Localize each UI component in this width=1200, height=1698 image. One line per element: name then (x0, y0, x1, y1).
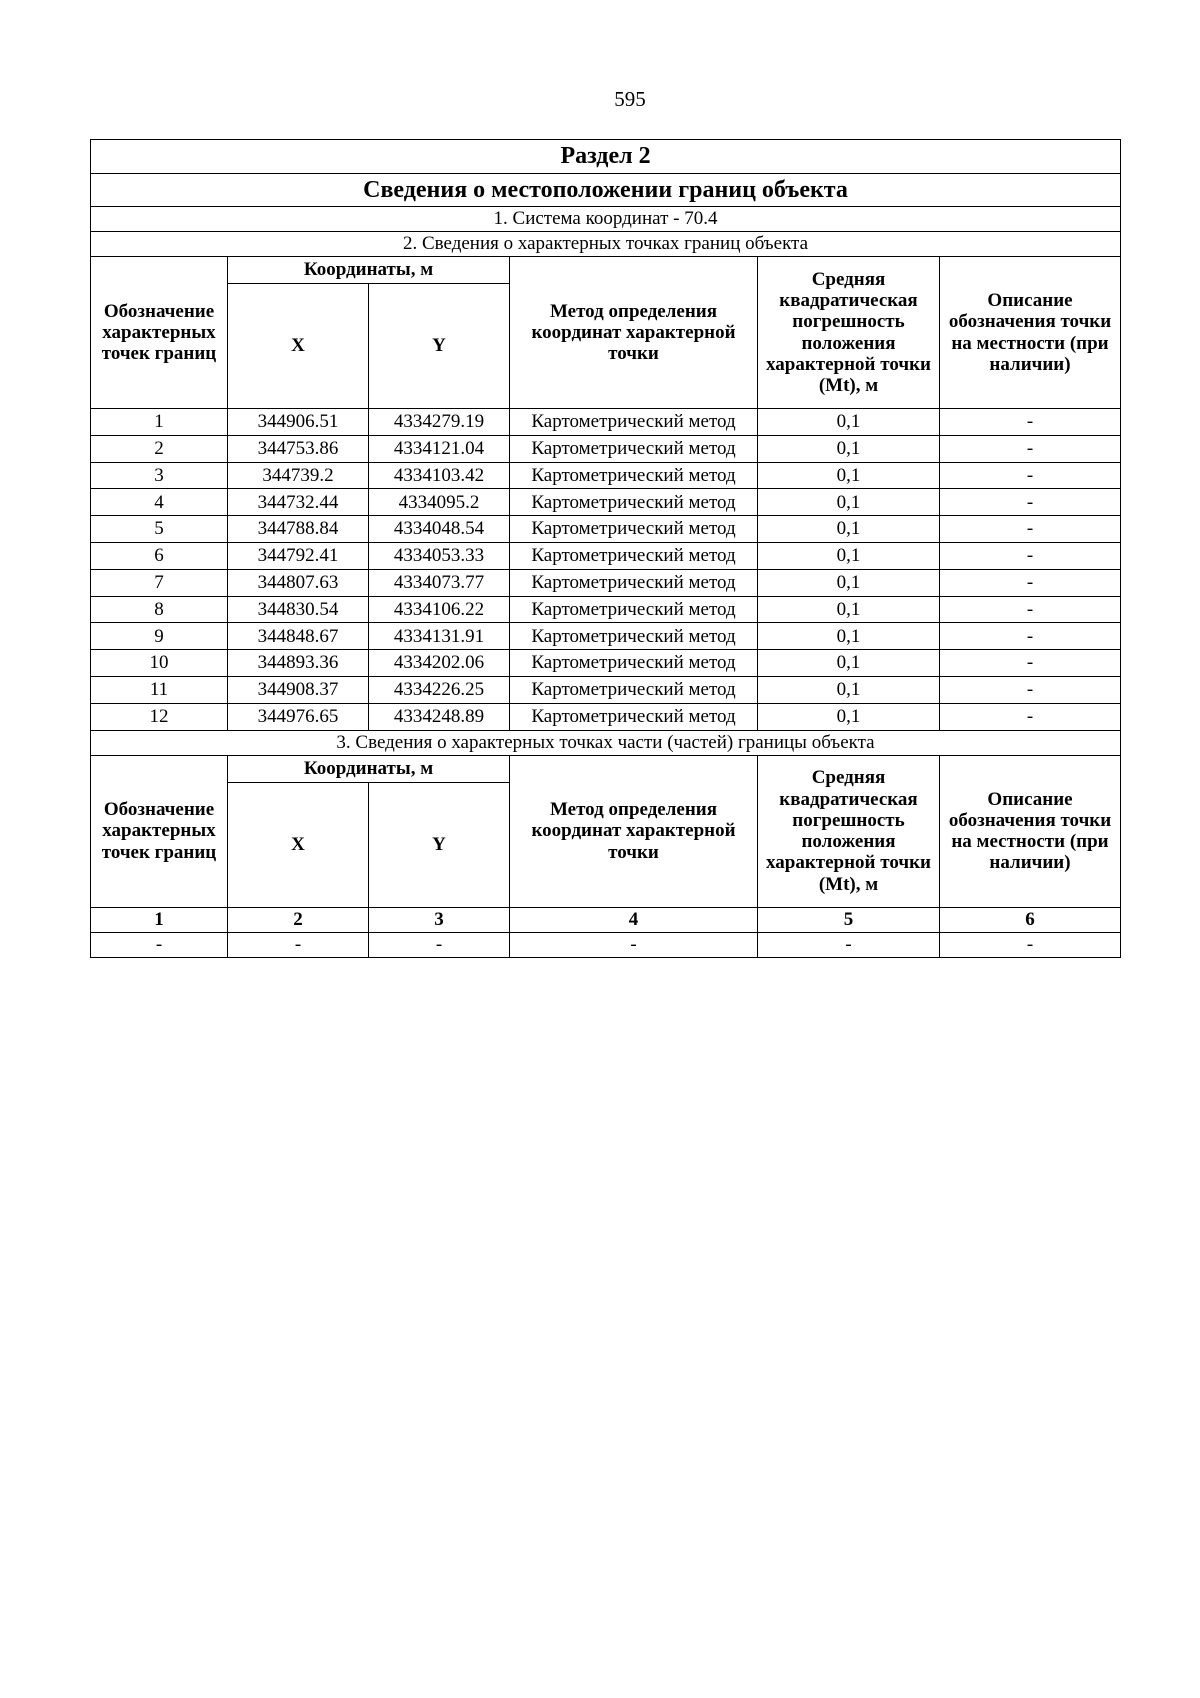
method: Картометрический метод (510, 462, 758, 489)
mean-error: 0,1 (758, 462, 940, 489)
empty-cell: - (369, 932, 510, 957)
description: - (940, 516, 1121, 543)
table-row (91, 569, 1121, 596)
column-number: 6 (940, 907, 1121, 932)
description: - (940, 542, 1121, 569)
method: Картометрический метод (510, 623, 758, 650)
description: - (940, 596, 1121, 623)
point-number: 8 (91, 596, 228, 623)
x-coordinate: 344788.84 (228, 516, 369, 543)
table-row (91, 462, 1121, 489)
method: Картометрический метод (510, 596, 758, 623)
empty-row (91, 932, 1121, 957)
header-x-2: X (228, 782, 369, 907)
point-number: 6 (91, 542, 228, 569)
point-number: 11 (91, 676, 228, 703)
point-number: 10 (91, 650, 228, 677)
header-point-2: Обозначение характерных точек границ (91, 755, 228, 907)
method: Картометрический метод (510, 489, 758, 516)
method: Картометрический метод (510, 676, 758, 703)
mean-error: 0,1 (758, 489, 940, 516)
mean-error: 0,1 (758, 542, 940, 569)
point-number: 9 (91, 623, 228, 650)
table-row (91, 703, 1121, 730)
x-coordinate: 344739.2 (228, 462, 369, 489)
section-subtitle: Сведения о местоположении границ объекта (91, 174, 1121, 207)
x-coordinate: 344893.36 (228, 650, 369, 677)
method: Картометрический метод (510, 409, 758, 436)
table-row (91, 596, 1121, 623)
description: - (940, 435, 1121, 462)
y-coordinate: 4334131.91 (369, 623, 510, 650)
header-description-2: Описание обозначения точки на местности (при наличии) (940, 755, 1121, 907)
description: - (940, 676, 1121, 703)
method: Картометрический метод (510, 650, 758, 677)
description: - (940, 650, 1121, 677)
table-row (91, 516, 1121, 543)
mean-error: 0,1 (758, 650, 940, 677)
header-method-2: Метод определения координат характерной точки (510, 755, 758, 907)
header-coords-2: Координаты, м (228, 755, 510, 782)
empty-cell: - (510, 932, 758, 957)
y-coordinate: 4334053.33 (369, 542, 510, 569)
table1-caption: 2. Сведения о характерных точках границ объекта (91, 232, 1121, 257)
header-description: Описание обозначения точки на местности (при наличии) (940, 257, 1121, 409)
point-number: 1 (91, 409, 228, 436)
point-number: 7 (91, 569, 228, 596)
table2-caption: 3. Сведения о характерных точках части (частей) границы объекта (91, 730, 1121, 755)
column-number: 1 (91, 907, 228, 932)
x-coordinate: 344732.44 (228, 489, 369, 516)
mean-error: 0,1 (758, 703, 940, 730)
point-number: 5 (91, 516, 228, 543)
header-coords: Координаты, м (228, 257, 510, 284)
empty-cell: - (940, 932, 1121, 957)
mean-error: 0,1 (758, 676, 940, 703)
header-error-2: Средняя квадратическая погрешность положения характерной точки (Mt), м (758, 755, 940, 907)
description: - (940, 409, 1121, 436)
column-number: 2 (228, 907, 369, 932)
y-coordinate: 4334103.42 (369, 462, 510, 489)
x-coordinate: 344906.51 (228, 409, 369, 436)
y-coordinate: 4334248.89 (369, 703, 510, 730)
table-row (91, 676, 1121, 703)
table-row (91, 542, 1121, 569)
y-coordinate: 4334106.22 (369, 596, 510, 623)
y-coordinate: 4334226.25 (369, 676, 510, 703)
description: - (940, 489, 1121, 516)
column-numbers-row (91, 907, 1121, 932)
y-coordinate: 4334073.77 (369, 569, 510, 596)
mean-error: 0,1 (758, 596, 940, 623)
mean-error: 0,1 (758, 516, 940, 543)
column-number: 5 (758, 907, 940, 932)
y-coordinate: 4334048.54 (369, 516, 510, 543)
y-coordinate: 4334121.04 (369, 435, 510, 462)
x-coordinate: 344792.41 (228, 542, 369, 569)
boundary-table (90, 139, 1121, 958)
table-row (91, 435, 1121, 462)
method: Картометрический метод (510, 516, 758, 543)
y-coordinate: 4334279.19 (369, 409, 510, 436)
header-x: X (228, 284, 369, 409)
x-coordinate: 344908.37 (228, 676, 369, 703)
column-number: 3 (369, 907, 510, 932)
mean-error: 0,1 (758, 409, 940, 436)
header-point: Обозначение характерных точек границ (91, 257, 228, 409)
y-coordinate: 4334095.2 (369, 489, 510, 516)
description: - (940, 703, 1121, 730)
header-y: Y (369, 284, 510, 409)
table-row (91, 489, 1121, 516)
empty-cell: - (758, 932, 940, 957)
method: Картометрический метод (510, 542, 758, 569)
page-number: 595 (614, 87, 646, 111)
description: - (940, 569, 1121, 596)
method: Картометрический метод (510, 569, 758, 596)
header-method: Метод определения координат характерной точки (510, 257, 758, 409)
header-error: Средняя квадратическая погрешность положения характерной точки (Mt), м (758, 257, 940, 409)
x-coordinate: 344848.67 (228, 623, 369, 650)
point-number: 3 (91, 462, 228, 489)
table-row (91, 623, 1121, 650)
x-coordinate: 344807.63 (228, 569, 369, 596)
coordinate-system: 1. Система координат - 70.4 (91, 207, 1121, 232)
description: - (940, 462, 1121, 489)
empty-cell: - (91, 932, 228, 957)
point-number: 2 (91, 435, 228, 462)
table-row (91, 409, 1121, 436)
header-y-2: Y (369, 782, 510, 907)
mean-error: 0,1 (758, 623, 940, 650)
point-number: 4 (91, 489, 228, 516)
method: Картометрический метод (510, 435, 758, 462)
method: Картометрический метод (510, 703, 758, 730)
x-coordinate: 344830.54 (228, 596, 369, 623)
y-coordinate: 4334202.06 (369, 650, 510, 677)
x-coordinate: 344753.86 (228, 435, 369, 462)
empty-cell: - (228, 932, 369, 957)
mean-error: 0,1 (758, 569, 940, 596)
point-number: 12 (91, 703, 228, 730)
column-number: 4 (510, 907, 758, 932)
x-coordinate: 344976.65 (228, 703, 369, 730)
description: - (940, 623, 1121, 650)
mean-error: 0,1 (758, 435, 940, 462)
table-row (91, 650, 1121, 677)
section-title: Раздел 2 (91, 140, 1121, 174)
